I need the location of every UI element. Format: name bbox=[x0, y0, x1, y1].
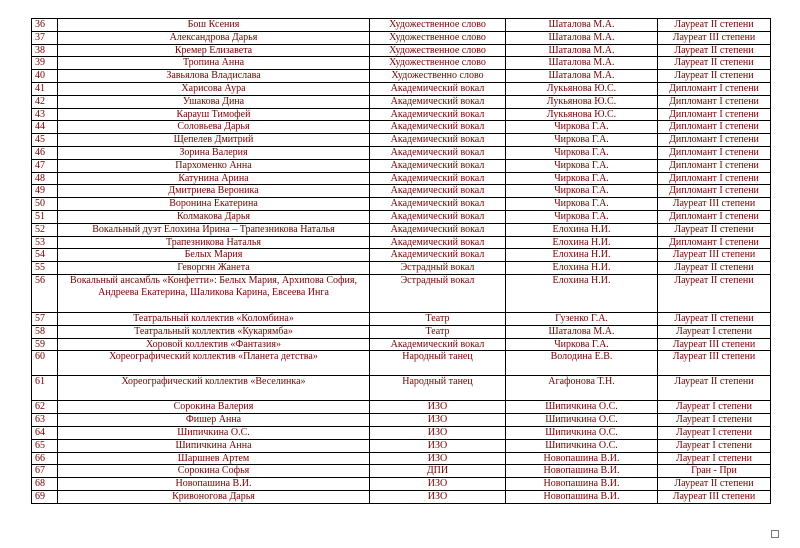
row-number-cell[interactable]: 68 bbox=[32, 478, 58, 491]
teacher-name-cell[interactable]: Чиркова Г.А. bbox=[506, 121, 658, 134]
teacher-name-cell[interactable]: Чиркова Г.А. bbox=[506, 146, 658, 159]
nomination-cell[interactable]: Академический вокал bbox=[370, 146, 506, 159]
participant-name-cell[interactable]: Геворгян Жанета bbox=[58, 262, 370, 275]
nomination-cell[interactable]: ИЗО bbox=[370, 452, 506, 465]
award-cell[interactable]: Лауреат I степени bbox=[658, 439, 771, 452]
teacher-name-cell[interactable]: Чиркова Г.А. bbox=[506, 210, 658, 223]
nomination-cell[interactable]: ИЗО bbox=[370, 414, 506, 427]
participant-name-cell[interactable]: Харисова Аура bbox=[58, 82, 370, 95]
teacher-name-cell[interactable]: Новопашина В.И. bbox=[506, 490, 658, 503]
table-row bbox=[32, 351, 771, 376]
teacher-name-cell[interactable]: Шаталова М.А. bbox=[506, 31, 658, 44]
row-number-cell[interactable]: 50 bbox=[32, 198, 58, 211]
table-row bbox=[32, 414, 771, 427]
participant-name-cell[interactable]: Карауш Тимофей bbox=[58, 108, 370, 121]
table-row bbox=[32, 146, 771, 159]
nomination-cell[interactable]: ИЗО bbox=[370, 490, 506, 503]
row-number-cell[interactable]: 63 bbox=[32, 414, 58, 427]
row-number-cell[interactable]: 42 bbox=[32, 95, 58, 108]
nomination-cell[interactable]: Академический вокал bbox=[370, 134, 506, 147]
nomination-cell[interactable]: Академический вокал bbox=[370, 172, 506, 185]
table-row bbox=[32, 426, 771, 439]
participant-name-cell[interactable]: Бош Ксения bbox=[58, 19, 370, 32]
teacher-name-cell[interactable]: Володина Е.В. bbox=[506, 351, 658, 376]
row-number-cell[interactable]: 58 bbox=[32, 325, 58, 338]
row-number-cell[interactable]: 65 bbox=[32, 439, 58, 452]
teacher-name-cell[interactable]: Елохина Н.И. bbox=[506, 223, 658, 236]
award-cell[interactable]: Дипломант I степени bbox=[658, 236, 771, 249]
award-cell[interactable]: Лауреат II степени bbox=[658, 376, 771, 401]
nomination-cell[interactable]: Академический вокал bbox=[370, 95, 506, 108]
row-number-cell[interactable]: 62 bbox=[32, 401, 58, 414]
nomination-cell[interactable]: Академический вокал bbox=[370, 236, 506, 249]
teacher-name-cell[interactable]: Лукьянова Ю.С. bbox=[506, 82, 658, 95]
row-number-cell[interactable]: 49 bbox=[32, 185, 58, 198]
table-row bbox=[32, 312, 771, 325]
participant-name-cell[interactable]: Белых Мария bbox=[58, 249, 370, 262]
award-cell[interactable]: Лауреат III степени bbox=[658, 198, 771, 211]
row-number-cell[interactable]: 52 bbox=[32, 223, 58, 236]
nomination-cell[interactable]: Художественное слово bbox=[370, 57, 506, 70]
participant-name-cell[interactable]: Кремер Елизавета bbox=[58, 44, 370, 57]
participant-name-cell[interactable]: Новопашина В.И. bbox=[58, 478, 370, 491]
nomination-cell[interactable]: Академический вокал bbox=[370, 159, 506, 172]
results-table bbox=[31, 18, 771, 504]
nomination-cell[interactable]: Академический вокал bbox=[370, 185, 506, 198]
row-number-cell[interactable]: 53 bbox=[32, 236, 58, 249]
participant-name-cell[interactable]: Ушакова Дина bbox=[58, 95, 370, 108]
nomination-cell[interactable]: Академический вокал bbox=[370, 198, 506, 211]
nomination-cell[interactable]: Академический вокал bbox=[370, 121, 506, 134]
nomination-cell[interactable]: Академический вокал bbox=[370, 249, 506, 262]
nomination-cell[interactable]: Эстрадный вокал bbox=[370, 274, 506, 312]
award-cell[interactable]: Лауреат II степени bbox=[658, 478, 771, 491]
teacher-name-cell[interactable]: Чиркова Г.А. bbox=[506, 185, 658, 198]
nomination-cell[interactable]: Академический вокал bbox=[370, 210, 506, 223]
nomination-cell[interactable]: Художественно слово bbox=[370, 70, 506, 83]
participant-name-cell[interactable]: Театральный коллектив «Коломбина» bbox=[58, 312, 370, 325]
nomination-cell[interactable]: Народный танец bbox=[370, 351, 506, 376]
participant-name-cell[interactable]: Театральный коллектив «Кукарямба» bbox=[58, 325, 370, 338]
participant-name-cell[interactable]: Александрова Дарья bbox=[58, 31, 370, 44]
table-row bbox=[32, 198, 771, 211]
table-row bbox=[32, 490, 771, 503]
table-row bbox=[32, 236, 771, 249]
table-row bbox=[32, 465, 771, 478]
table-row bbox=[32, 325, 771, 338]
participant-name-cell[interactable]: Воронина Екатерина bbox=[58, 198, 370, 211]
table-row bbox=[32, 172, 771, 185]
award-cell[interactable]: Лауреат II степени bbox=[658, 19, 771, 32]
table-row bbox=[32, 31, 771, 44]
row-number-cell[interactable]: 47 bbox=[32, 159, 58, 172]
award-cell[interactable]: Дипломант I степени bbox=[658, 172, 771, 185]
row-number-cell[interactable]: 36 bbox=[32, 19, 58, 32]
row-number-cell[interactable]: 45 bbox=[32, 134, 58, 147]
teacher-name-cell[interactable]: Елохина Н.И. bbox=[506, 274, 658, 312]
nomination-cell[interactable]: Академический вокал bbox=[370, 338, 506, 351]
nomination-cell[interactable]: ИЗО bbox=[370, 426, 506, 439]
participant-name-cell[interactable]: Вокальный дуэт Елохина Ирина – Трапезникова Наталья bbox=[58, 223, 370, 236]
row-number-cell[interactable]: 46 bbox=[32, 146, 58, 159]
row-number-cell[interactable]: 51 bbox=[32, 210, 58, 223]
teacher-name-cell[interactable]: Лукьянова Ю.С. bbox=[506, 108, 658, 121]
row-number-cell[interactable]: 60 bbox=[32, 351, 58, 376]
participant-name-cell[interactable]: Зорина Валерия bbox=[58, 146, 370, 159]
award-cell[interactable]: Лауреат I степени bbox=[658, 414, 771, 427]
teacher-name-cell[interactable]: Лукьянова Ю.С. bbox=[506, 95, 658, 108]
nomination-cell[interactable]: Академический вокал bbox=[370, 223, 506, 236]
row-number-cell[interactable]: 43 bbox=[32, 108, 58, 121]
nomination-cell[interactable]: Народный танец bbox=[370, 376, 506, 401]
row-number-cell[interactable]: 44 bbox=[32, 121, 58, 134]
nomination-cell[interactable]: ИЗО bbox=[370, 401, 506, 414]
participant-name-cell[interactable]: Шипичкина О.С. bbox=[58, 426, 370, 439]
teacher-name-cell[interactable]: Шипичкина О.С. bbox=[506, 401, 658, 414]
nomination-cell[interactable]: Театр bbox=[370, 312, 506, 325]
teacher-name-cell[interactable]: Чиркова Г.А. bbox=[506, 338, 658, 351]
row-number-cell[interactable]: 64 bbox=[32, 426, 58, 439]
participant-name-cell[interactable]: Кривоногова Дарья bbox=[58, 490, 370, 503]
award-cell[interactable]: Дипломант I степени bbox=[658, 95, 771, 108]
row-number-cell[interactable]: 57 bbox=[32, 312, 58, 325]
teacher-name-cell[interactable]: Елохина Н.И. bbox=[506, 262, 658, 275]
table-row bbox=[32, 159, 771, 172]
nomination-cell[interactable]: Театр bbox=[370, 325, 506, 338]
teacher-name-cell[interactable]: Шаталова М.А. bbox=[506, 325, 658, 338]
award-cell[interactable]: Лауреат III степени bbox=[658, 338, 771, 351]
nomination-cell[interactable]: ИЗО bbox=[370, 478, 506, 491]
nomination-cell[interactable]: Художественное слово bbox=[370, 19, 506, 32]
table-row bbox=[32, 452, 771, 465]
teacher-name-cell[interactable]: Шипичкина О.С. bbox=[506, 439, 658, 452]
award-cell[interactable]: Дипломант I степени bbox=[658, 108, 771, 121]
table-row bbox=[32, 82, 771, 95]
award-cell[interactable]: Лауреат II степени bbox=[658, 57, 771, 70]
table-row bbox=[32, 478, 771, 491]
row-number-cell[interactable]: 56 bbox=[32, 274, 58, 312]
participant-name-cell[interactable]: Сорокина Валерия bbox=[58, 401, 370, 414]
award-cell[interactable]: Лауреат II степени bbox=[658, 70, 771, 83]
row-number-cell[interactable]: 67 bbox=[32, 465, 58, 478]
teacher-name-cell[interactable]: Елохина Н.И. bbox=[506, 236, 658, 249]
teacher-name-cell[interactable]: Шипичкина О.С. bbox=[506, 414, 658, 427]
teacher-name-cell[interactable]: Шаталова М.А. bbox=[506, 57, 658, 70]
participant-name-cell[interactable]: Колмакова Дарья bbox=[58, 210, 370, 223]
teacher-name-cell[interactable]: Гузенко Г.А. bbox=[506, 312, 658, 325]
row-number-cell[interactable]: 54 bbox=[32, 249, 58, 262]
nomination-cell[interactable]: Академический вокал bbox=[370, 82, 506, 95]
participant-name-cell[interactable]: Вокальный ансамбль «Конфетти»: Белых Мария, Архипова София, Андреева Екатерина, Шаликова Карина, Евсеева Инга bbox=[58, 274, 370, 312]
row-number-cell[interactable]: 48 bbox=[32, 172, 58, 185]
table-row bbox=[32, 134, 771, 147]
table-row bbox=[32, 401, 771, 414]
table-row bbox=[32, 439, 771, 452]
teacher-name-cell[interactable]: Шаталова М.А. bbox=[506, 44, 658, 57]
teacher-name-cell[interactable]: Чиркова Г.А. bbox=[506, 159, 658, 172]
award-cell[interactable]: Лауреат II степени bbox=[658, 44, 771, 57]
row-number-cell[interactable]: 38 bbox=[32, 44, 58, 57]
participant-name-cell[interactable]: Сорокина Софья bbox=[58, 465, 370, 478]
award-cell[interactable]: Лауреат III степени bbox=[658, 490, 771, 503]
award-cell[interactable]: Лауреат I степени bbox=[658, 426, 771, 439]
award-cell[interactable]: Дипломант I степени bbox=[658, 146, 771, 159]
teacher-name-cell[interactable]: Агафонова Т.Н. bbox=[506, 376, 658, 401]
table-row bbox=[32, 108, 771, 121]
award-cell[interactable]: Гран - При bbox=[658, 465, 771, 478]
table-row bbox=[32, 376, 771, 401]
participant-name-cell[interactable]: Шаршнев Артем bbox=[58, 452, 370, 465]
participant-name-cell[interactable]: Тропина Анна bbox=[58, 57, 370, 70]
award-cell[interactable]: Дипломант I степени bbox=[658, 210, 771, 223]
participant-name-cell[interactable]: Щепелев Дмитрий bbox=[58, 134, 370, 147]
participant-name-cell[interactable]: Хоровой коллектив «Фантазия» bbox=[58, 338, 370, 351]
award-cell[interactable]: Дипломант I степени bbox=[658, 185, 771, 198]
row-number-cell[interactable]: 41 bbox=[32, 82, 58, 95]
teacher-name-cell[interactable]: Чиркова Г.А. bbox=[506, 172, 658, 185]
table-row bbox=[32, 249, 771, 262]
participant-name-cell[interactable]: Хореографический коллектив «Веселинка» bbox=[58, 376, 370, 401]
row-number-cell[interactable]: 40 bbox=[32, 70, 58, 83]
nomination-cell[interactable]: Эстрадный вокал bbox=[370, 262, 506, 275]
teacher-name-cell[interactable]: Чиркова Г.А. bbox=[506, 134, 658, 147]
participant-name-cell[interactable]: Шипичкина Анна bbox=[58, 439, 370, 452]
award-cell[interactable]: Лауреат II степени bbox=[658, 312, 771, 325]
award-cell[interactable]: Дипломант I степени bbox=[658, 121, 771, 134]
award-cell[interactable]: Лауреат III степени bbox=[658, 351, 771, 376]
participant-name-cell[interactable]: Фишер Анна bbox=[58, 414, 370, 427]
participant-name-cell[interactable]: Хореографический коллектив «Планета детства» bbox=[58, 351, 370, 376]
nomination-cell[interactable]: ИЗО bbox=[370, 439, 506, 452]
table-row bbox=[32, 223, 771, 236]
participant-name-cell[interactable]: Завьялова Владислава bbox=[58, 70, 370, 83]
award-cell[interactable]: Лауреат III степени bbox=[658, 249, 771, 262]
teacher-name-cell[interactable]: Елохина Н.И. bbox=[506, 249, 658, 262]
table-row bbox=[32, 262, 771, 275]
nomination-cell[interactable]: ДПИ bbox=[370, 465, 506, 478]
teacher-name-cell[interactable]: Новопашина В.И. bbox=[506, 465, 658, 478]
nomination-cell[interactable]: Художественное слово bbox=[370, 44, 506, 57]
participant-name-cell[interactable]: Пархоменко Анна bbox=[58, 159, 370, 172]
table-row bbox=[32, 185, 771, 198]
table-row bbox=[32, 19, 771, 32]
award-cell[interactable]: Лауреат I степени bbox=[658, 325, 771, 338]
table-row bbox=[32, 121, 771, 134]
participant-name-cell[interactable]: Катунина Арина bbox=[58, 172, 370, 185]
award-cell[interactable]: Дипломант I степени bbox=[658, 82, 771, 95]
table-row bbox=[32, 274, 771, 312]
table-row bbox=[32, 44, 771, 57]
teacher-name-cell[interactable]: Шаталова М.А. bbox=[506, 19, 658, 32]
award-cell[interactable]: Лауреат II степени bbox=[658, 223, 771, 236]
participant-name-cell[interactable]: Дмитриева Вероника bbox=[58, 185, 370, 198]
table-resize-handle[interactable] bbox=[771, 530, 779, 538]
row-number-cell[interactable]: 37 bbox=[32, 31, 58, 44]
row-number-cell[interactable]: 55 bbox=[32, 262, 58, 275]
results-table-body bbox=[32, 19, 771, 504]
row-number-cell[interactable]: 59 bbox=[32, 338, 58, 351]
row-number-cell[interactable]: 39 bbox=[32, 57, 58, 70]
row-number-cell[interactable]: 61 bbox=[32, 376, 58, 401]
award-cell[interactable]: Лауреат II степени bbox=[658, 274, 771, 312]
table-row bbox=[32, 70, 771, 83]
nomination-cell[interactable]: Академический вокал bbox=[370, 108, 506, 121]
award-cell[interactable]: Лауреат I степени bbox=[658, 452, 771, 465]
teacher-name-cell[interactable]: Новопашина В.И. bbox=[506, 452, 658, 465]
table-row bbox=[32, 210, 771, 223]
table-row bbox=[32, 95, 771, 108]
teacher-name-cell[interactable]: Чиркова Г.А. bbox=[506, 198, 658, 211]
award-cell[interactable]: Дипломант I степени bbox=[658, 134, 771, 147]
award-cell[interactable]: Лауреат I степени bbox=[658, 401, 771, 414]
table-row bbox=[32, 338, 771, 351]
teacher-name-cell[interactable]: Шипичкина О.С. bbox=[506, 426, 658, 439]
teacher-name-cell[interactable]: Новопашина В.И. bbox=[506, 478, 658, 491]
table-row bbox=[32, 57, 771, 70]
award-cell[interactable]: Лауреат II степени bbox=[658, 262, 771, 275]
award-cell[interactable]: Дипломант I степени bbox=[658, 159, 771, 172]
participant-name-cell[interactable]: Трапезникова Наталья bbox=[58, 236, 370, 249]
nomination-cell[interactable]: Художественное слово bbox=[370, 31, 506, 44]
teacher-name-cell[interactable]: Шаталова М.А. bbox=[506, 70, 658, 83]
row-number-cell[interactable]: 66 bbox=[32, 452, 58, 465]
participant-name-cell[interactable]: Соловьева Дарья bbox=[58, 121, 370, 134]
row-number-cell[interactable]: 69 bbox=[32, 490, 58, 503]
award-cell[interactable]: Лауреат III степени bbox=[658, 31, 771, 44]
